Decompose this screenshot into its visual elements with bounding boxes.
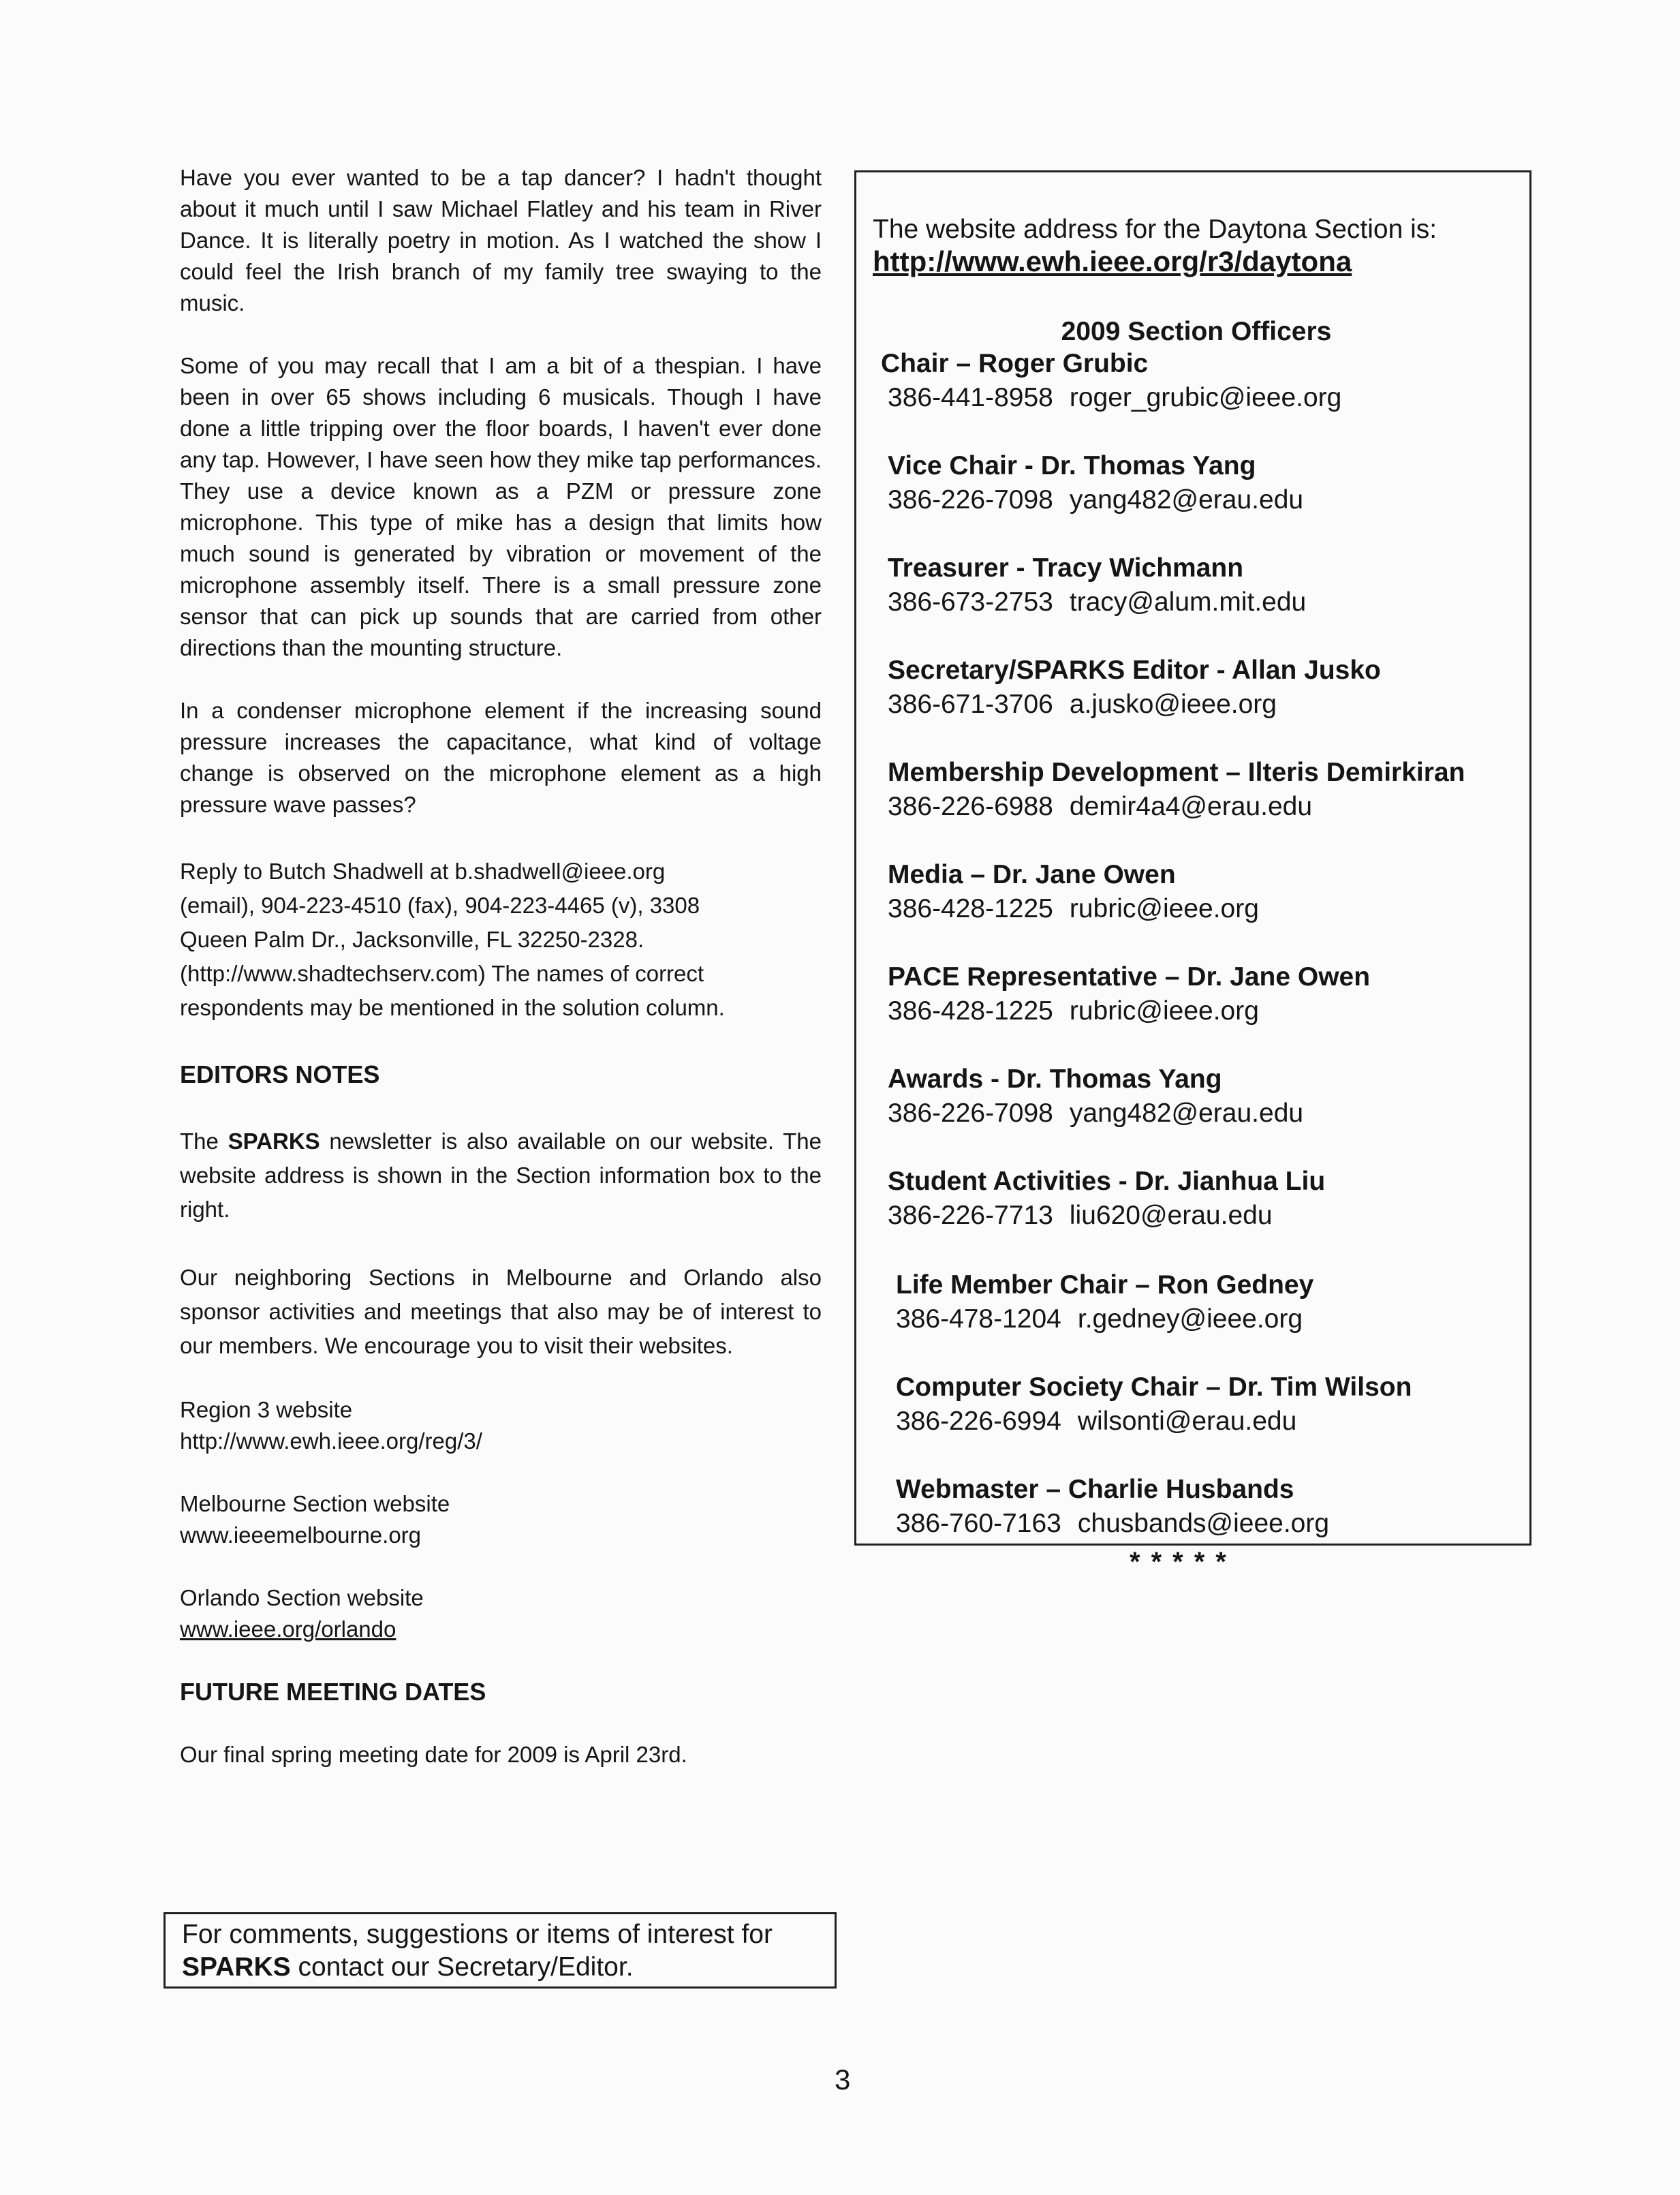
editors-notes-paragraph xyxy=(180,1124,822,1227)
region3-block xyxy=(180,1394,822,1457)
section-officers-box xyxy=(854,170,1531,1546)
officer-life-member xyxy=(896,1268,1313,1336)
editors-rest: newsletter is also available on our website. The website address is shown in the Section information box to the right. xyxy=(180,1129,822,1222)
future-meeting-text: Our final spring meeting date for 2009 is April 23rd. xyxy=(180,1742,687,1767)
officer-contact xyxy=(888,790,1465,824)
sparks-name: SPARKS xyxy=(182,1952,291,1982)
future-meeting-heading: FUTURE MEETING DATES xyxy=(180,1678,486,1706)
officer-webmaster xyxy=(896,1473,1329,1541)
page-number: 3 xyxy=(835,2063,851,2096)
officer-phone: 386-428-1225 xyxy=(888,894,1053,923)
officer-name: Media – Dr. Jane Owen xyxy=(888,860,1176,889)
officer-name: Awards - Dr. Thomas Yang xyxy=(888,1064,1222,1094)
reply-line: Queen Palm Dr., Jacksonville, FL 32250-2328. xyxy=(180,927,644,952)
officer-email[interactable]: a.jusko@ieee.org xyxy=(1069,690,1277,719)
melbourne-block xyxy=(180,1488,822,1551)
officer-email[interactable]: yang482@erau.edu xyxy=(1069,485,1304,515)
officer-pace xyxy=(888,960,1370,1028)
melbourne-url[interactable]: www.ieeemelbourne.org xyxy=(180,1522,422,1548)
question-paragraph: In a condenser microphone element if the increasing sound pressure increases the capacitance, what kind of voltage change is observed on the microphone element as a high pressure wave passes? xyxy=(180,698,822,817)
officer-email[interactable]: rubric@ieee.org xyxy=(1069,996,1259,1026)
officer-email[interactable]: wilsonti@erau.edu xyxy=(1077,1407,1297,1436)
reply-line: (email), 904-223-4510 (fax), 904-223-4465 (v), 3308 xyxy=(180,893,700,918)
officer-phone: 386-428-1225 xyxy=(888,996,1053,1026)
officer-name: Vice Chair - Dr. Thomas Yang xyxy=(888,451,1256,480)
officer-name: Webmaster – Charlie Husbands xyxy=(896,1475,1294,1504)
orlando-url[interactable]: www.ieee.org/orlando xyxy=(180,1616,396,1642)
officer-contact xyxy=(888,1096,1303,1131)
tap-dancer-paragraph: Have you ever wanted to be a tap dancer? I hadn't thought about it much until I saw Michael Flatley and his team in River Dance. It is literally poetry in motion. As I watched the show I could feel the Irish branch of my family tree swaying to the music. xyxy=(180,165,822,316)
officer-contact xyxy=(881,381,1341,415)
contact-box-line2-rest: contact our Secretary/Editor. xyxy=(290,1952,634,1982)
officer-email[interactable]: liu620@erau.edu xyxy=(1069,1201,1273,1230)
melbourne-label: Melbourne Section website xyxy=(180,1491,450,1516)
reply-line: respondents may be mentioned in the solution column. xyxy=(180,995,725,1020)
officer-email[interactable]: roger_grubic@ieee.org xyxy=(1069,383,1342,412)
officer-treasurer xyxy=(888,551,1306,619)
officer-name: PACE Representative – Dr. Jane Owen xyxy=(888,962,1371,992)
officer-membership xyxy=(888,756,1465,824)
officer-name: Computer Society Chair – Dr. Tim Wilson xyxy=(896,1372,1412,1402)
region3-url[interactable]: http://www.ewh.ieee.org/reg/3/ xyxy=(180,1428,482,1454)
officer-phone: 386-760-7163 xyxy=(896,1509,1061,1538)
officer-email[interactable]: yang482@erau.edu xyxy=(1069,1099,1304,1128)
officer-contact xyxy=(888,1199,1325,1233)
officer-email[interactable]: r.gedney@ieee.org xyxy=(1077,1304,1303,1334)
officers-heading: 2009 Section Officers xyxy=(1061,317,1332,346)
thespian-paragraph: Some of you may recall that I am a bit of a thespian. I have been in over 65 shows including 6 musicals. Though I have done a little tripping over the floor boards, I haven't ever done any tap. However, I have seen how they mike tap performances. They use a device known as a PZM or pressure zone microphone. This type of mike has a design that limits how much sound is generated by vibration or movement of the microphone assembly itself. There is a small pressure zone sensor that can pick up sounds that are carried from other directions than the mounting structure. xyxy=(180,353,822,660)
officer-phone: 386-226-7713 xyxy=(888,1201,1053,1230)
officer-name: Secretary/SPARKS Editor - Allan Jusko xyxy=(888,656,1381,685)
editors-lead: The xyxy=(180,1129,219,1154)
officer-email[interactable]: tracy@alum.mit.edu xyxy=(1069,587,1307,617)
officer-phone: 386-671-3706 xyxy=(888,690,1053,719)
officer-phone: 386-478-1204 xyxy=(896,1304,1061,1334)
officer-phone: 386-226-6988 xyxy=(888,792,1053,821)
officer-vice-chair xyxy=(888,449,1303,517)
officer-chair xyxy=(881,347,1341,415)
officer-student-activities xyxy=(888,1165,1325,1233)
section-divider-stars: ***** xyxy=(1130,1547,1237,1577)
comments-contact-box xyxy=(164,1912,837,1989)
officer-awards xyxy=(888,1062,1303,1131)
contact-box-line2 xyxy=(182,1951,818,1984)
orlando-block xyxy=(180,1582,822,1645)
officer-contact xyxy=(888,688,1381,722)
officer-email[interactable]: chusbands@ieee.org xyxy=(1077,1509,1330,1538)
daytona-website-link[interactable]: http://www.ewh.ieee.org/r3/daytona xyxy=(873,245,1352,277)
officer-contact xyxy=(888,483,1303,517)
officer-contact xyxy=(888,892,1259,926)
officer-contact xyxy=(896,1405,1412,1439)
officer-contact xyxy=(896,1507,1329,1541)
officer-name: Treasurer - Tracy Wichmann xyxy=(888,553,1244,583)
officer-name: Life Member Chair – Ron Gedney xyxy=(896,1270,1314,1300)
reply-line: Reply to Butch Shadwell at b.shadwell@ieee.org xyxy=(180,859,666,884)
officer-computer-society xyxy=(896,1370,1412,1439)
officer-secretary xyxy=(888,654,1381,722)
contact-box-line1: For comments, suggestions or items of interest for xyxy=(182,1920,773,1949)
officer-phone: 386-226-6994 xyxy=(896,1407,1061,1436)
officer-phone: 386-673-2753 xyxy=(888,587,1053,617)
officer-media xyxy=(888,858,1259,926)
sparks-name: SPARKS xyxy=(228,1129,320,1154)
officer-contact xyxy=(888,994,1370,1028)
editors-notes-heading: EDITORS NOTES xyxy=(180,1060,380,1088)
officer-email[interactable]: rubric@ieee.org xyxy=(1069,894,1259,923)
officer-contact xyxy=(896,1302,1313,1336)
reply-block xyxy=(180,855,822,1025)
website-intro: The website address for the Daytona Section is: xyxy=(873,215,1437,244)
officer-phone: 386-226-7098 xyxy=(888,485,1053,515)
officer-name: Chair – Roger Grubic xyxy=(881,349,1149,378)
officer-name: Student Activities - Dr. Jianhua Liu xyxy=(888,1167,1326,1196)
region3-label: Region 3 website xyxy=(180,1397,353,1422)
officer-name: Membership Development – Ilteris Demirkiran xyxy=(888,758,1465,787)
left-column xyxy=(180,162,822,1770)
reply-line: (http://www.shadtechserv.com) The names of correct xyxy=(180,961,704,986)
officer-contact xyxy=(888,585,1306,619)
neighboring-sections-paragraph: Our neighboring Sections in Melbourne and Orlando also sponsor activities and meetings that also may be of interest to our members. We encourage you to visit their websites. xyxy=(180,1265,822,1358)
officer-phone: 386-441-8958 xyxy=(888,383,1053,412)
officer-phone: 386-226-7098 xyxy=(888,1099,1053,1128)
orlando-label: Orlando Section website xyxy=(180,1585,424,1610)
officer-email[interactable]: demir4a4@erau.edu xyxy=(1069,792,1313,821)
